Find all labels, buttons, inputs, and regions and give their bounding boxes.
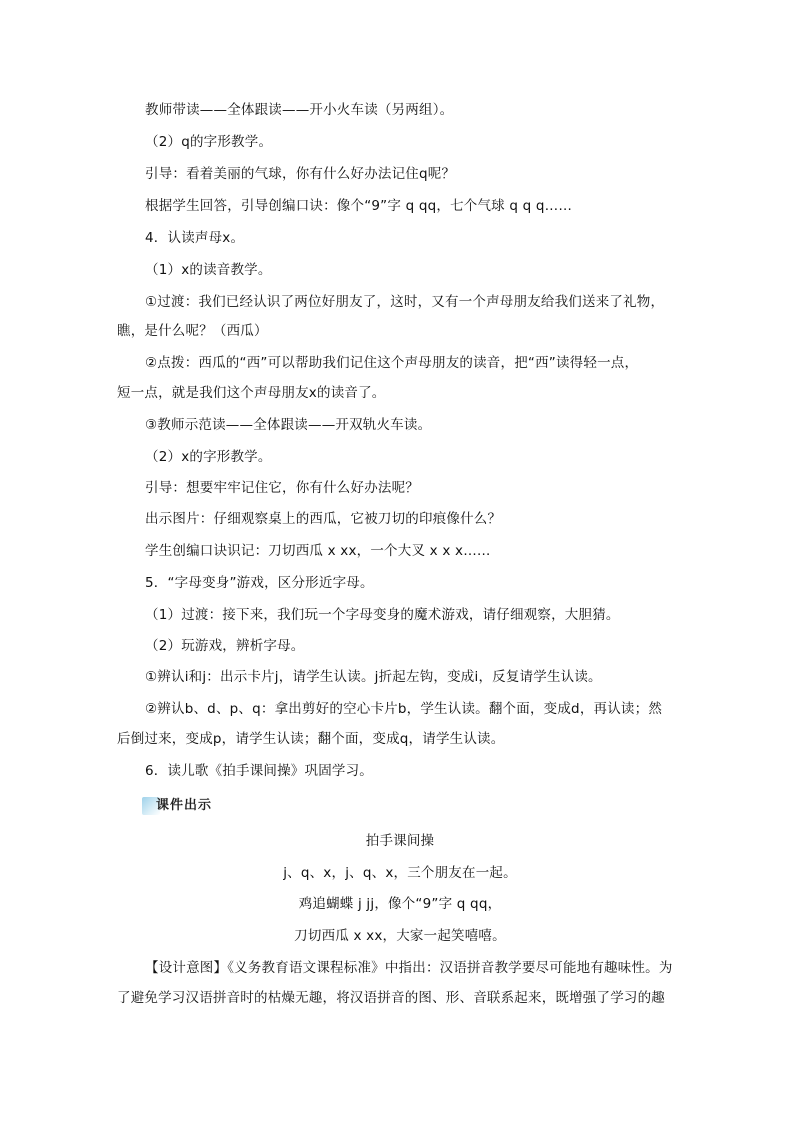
paragraph: 学生创编口诀识记：刀切西瓜 x xx，一个大叉 x x x…… [145, 543, 491, 559]
paragraph: 根据学生回答，引导创编口诀：像个“9”字 q qq，七个气球 q q q…… [145, 198, 573, 214]
paragraph: ②辨认b、d、p、q：拿出剪好的空心卡片b，学生认读。翻个面，变成d，再认读；然 [145, 701, 663, 717]
poem-line: 刀切西瓜 x xx，大家一起笑嘻嘻。 [294, 928, 506, 944]
design-intent-paragraph: 了避免学习汉语拼音时的枯燥无趣，将汉语拼音的图、形、音联系起来，既增强了学习的趣 [117, 990, 665, 1006]
paragraph: ③教师示范读——全体跟读——开双轨火车读。 [145, 417, 432, 433]
paragraph: 后倒过来，变成p，请学生认读；翻个面，变成q，请学生认读。 [117, 731, 505, 747]
paragraph: （1）过渡：接下来，我们玩一个字母变身的魔术游戏，请仔细观察，大胆猜。 [145, 607, 620, 623]
paragraph: ①过渡：我们已经认识了两位好朋友了，这时，又有一个声母朋友给我们送来了礼物， [145, 294, 665, 310]
paragraph: 教师带读——全体跟读——开小火车读（另两组）。 [145, 102, 454, 118]
poem-line: 鸡追蝴蝶 j jj，像个“9”字 q qq， [298, 896, 502, 912]
section-heading: 5．“字母变身”游戏，区分形近字母。 [145, 575, 374, 591]
paragraph: ②点拨：西瓜的“西”可以帮助我们记住这个声母朋友的读音，把“西”读得轻一点， [145, 355, 639, 371]
paragraph: （2）q的字形教学。 [145, 134, 273, 150]
paragraph: 瞧，是什么呢？（西瓜） [117, 323, 268, 339]
design-intent-paragraph: 【设计意图】《义务教育语文课程标准》中指出：汉语拼音教学要尽可能地有趣味性。为 [145, 960, 673, 976]
paragraph: 出示图片：仔细观察桌上的西瓜，它被刀切的印痕像什么？ [145, 511, 502, 527]
paragraph: 短一点，就是我们这个声母朋友x的读音了。 [117, 385, 386, 401]
section-heading: 4．认读声母x。 [145, 230, 245, 246]
paragraph: （1）x的读音教学。 [145, 262, 272, 278]
paragraph: ①辨认i和j：出示卡片j，请学生认读。j折起左钩，变成i，反复请学生认读。 [145, 669, 602, 685]
paragraph: （2）x的字形教学。 [145, 449, 272, 465]
section-heading: 6．读儿歌《拍手课间操》巩固学习。 [145, 763, 373, 779]
poem-line: j、q、x，j、q、x，三个朋友在一起。 [283, 865, 517, 881]
poem-title: 拍手课间操 [365, 833, 435, 849]
paragraph: 引导：想要牢牢记住它，你有什么好办法呢？ [145, 480, 419, 496]
courseware-label [142, 795, 222, 817]
paragraph: （2）玩游戏，辨析字母。 [145, 638, 305, 654]
courseware-label-text: 课件出示 [156, 798, 213, 813]
paragraph: 引导：看着美丽的气球，你有什么好办法记住q呢？ [145, 166, 456, 182]
